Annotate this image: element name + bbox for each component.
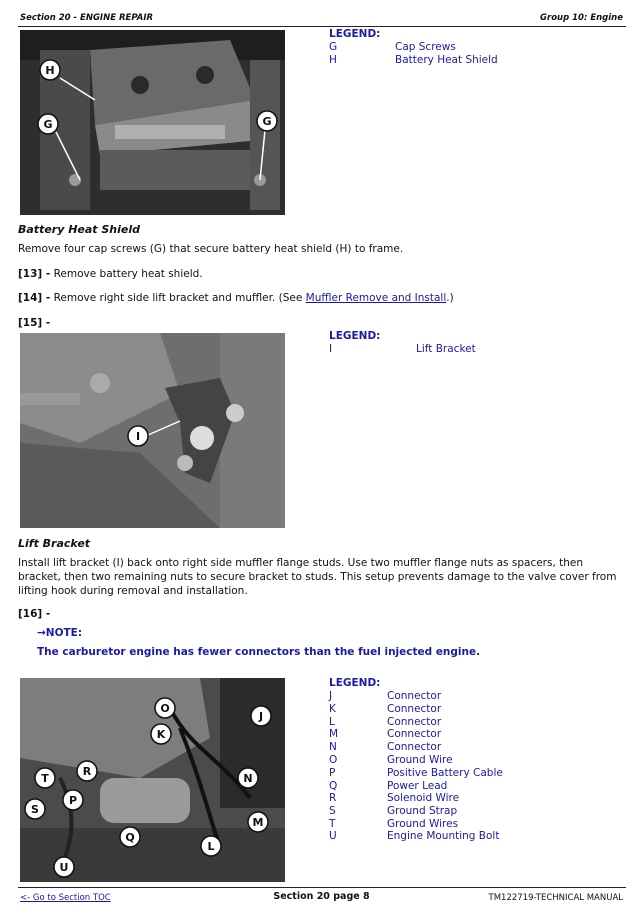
legend-key: N — [329, 741, 337, 753]
callout-H — [40, 60, 60, 80]
legend-label: Cap Screws — [395, 41, 456, 53]
legend-key: T — [329, 818, 336, 830]
legend-key: K — [329, 703, 336, 715]
header-section: Section 20 - ENGINE REPAIR — [20, 13, 154, 23]
legend-title: LEGEND: — [329, 330, 381, 342]
legend-label: Connector — [387, 728, 442, 740]
legend-label: Solenoid Wire — [387, 792, 460, 804]
legend-key: R — [329, 792, 337, 804]
legend-key: S — [329, 805, 336, 817]
step-15-number: [15] - — [18, 317, 51, 329]
legend-label: Battery Heat Shield — [395, 54, 498, 66]
legend-label: Connector — [387, 716, 442, 728]
legend-label: Engine Mounting Bolt — [387, 830, 500, 842]
callout-G-left — [38, 114, 58, 134]
battery-heat-shield-photo — [20, 30, 285, 215]
legend-label: Power Lead — [387, 780, 448, 792]
step-text-end: .) — [446, 292, 454, 304]
step-16-number: [16] - — [18, 608, 51, 620]
legend-label: Ground Strap — [387, 805, 458, 817]
legend-key: P — [329, 767, 336, 779]
callout-label: M — [252, 816, 264, 829]
go-to-section-toc-link[interactable]: <- Go to Section TOC — [20, 893, 111, 903]
legend-key: G — [329, 41, 338, 53]
callout-label: H — [45, 64, 55, 77]
legend-key: U — [329, 830, 337, 842]
legend-key: I — [329, 343, 333, 355]
legend-label: Positive Battery Cable — [387, 767, 503, 779]
callout-label: U — [59, 861, 69, 874]
legend-label: Connector — [387, 741, 442, 753]
paragraph-install-lift-bracket: Install lift bracket (I) back onto right side muffler flange studs. Use two muffler flange nuts as spacers, then bracket, then two remaining nuts to secure bracket to studs. This setup prevents damage to the valve cover from lifting hook during removal and installation. — [18, 557, 617, 597]
header-group: Group 10: Engine — [540, 13, 623, 23]
step-number: [13] - — [18, 268, 51, 280]
engine-connectors-photo — [20, 678, 285, 882]
legend-title: LEGEND: — [329, 28, 381, 40]
legend-label: Connector — [387, 703, 442, 715]
note-title: →NOTE: — [37, 627, 83, 639]
legend-key: O — [329, 754, 338, 766]
legend-key: M — [329, 728, 339, 740]
note-text: The carburetor engine has fewer connectors than the fuel injected engine. — [37, 646, 481, 658]
legend-key: L — [329, 716, 335, 728]
callout-label: N — [243, 772, 253, 785]
callout-label: J — [258, 710, 264, 723]
figure-caption-lift-bracket: Lift Bracket — [18, 537, 91, 550]
step-text: Remove battery heat shield. — [53, 268, 203, 280]
callout-label: T — [41, 772, 49, 785]
lift-bracket-illustration — [20, 333, 285, 528]
footer-rule — [18, 887, 626, 888]
legend-label: Ground Wire — [387, 754, 453, 766]
legend-label: Connector — [387, 690, 442, 702]
callout-label: Q — [125, 831, 135, 844]
callout-label: G — [262, 115, 272, 128]
step-text: Remove right side lift bracket and muffler. (See — [53, 292, 303, 304]
step-13 — [18, 267, 626, 281]
step-14 — [18, 291, 626, 305]
legend-key: H — [329, 54, 337, 66]
callout-label: R — [82, 765, 92, 778]
paragraph-remove-cap-screws: Remove four cap screws (G) that secure battery heat shield (H) to frame. — [18, 243, 404, 255]
callout-I — [128, 426, 148, 446]
figure-caption-battery-heat-shield: Battery Heat Shield — [18, 223, 141, 236]
callout-label: P — [68, 794, 78, 807]
legend-title: LEGEND: — [329, 677, 381, 689]
legend-label: Lift Bracket — [416, 343, 476, 355]
battery-heat-shield-illustration — [20, 30, 285, 215]
footer-manual-id: TM122719-TECHNICAL MANUAL — [488, 893, 623, 903]
step-number: [14] - — [18, 292, 51, 304]
legend-key: J — [329, 690, 333, 702]
callout-label: O — [160, 702, 170, 715]
callout-label: G — [43, 118, 53, 131]
legend-label: Ground Wires — [387, 818, 459, 830]
legend-key: Q — [329, 780, 338, 792]
engine-connectors-illustration — [20, 678, 285, 882]
callout-label: S — [31, 803, 39, 816]
callout-label: K — [156, 728, 166, 741]
muffler-remove-install-link[interactable]: Muffler Remove and Install — [305, 292, 447, 304]
lift-bracket-photo — [20, 333, 285, 528]
callout-label: L — [207, 840, 215, 853]
callout-label: I — [135, 430, 141, 443]
header-rule — [18, 26, 626, 27]
footer-page-number: Section 20 page 8 — [273, 891, 370, 902]
callout-G-right — [257, 111, 277, 131]
